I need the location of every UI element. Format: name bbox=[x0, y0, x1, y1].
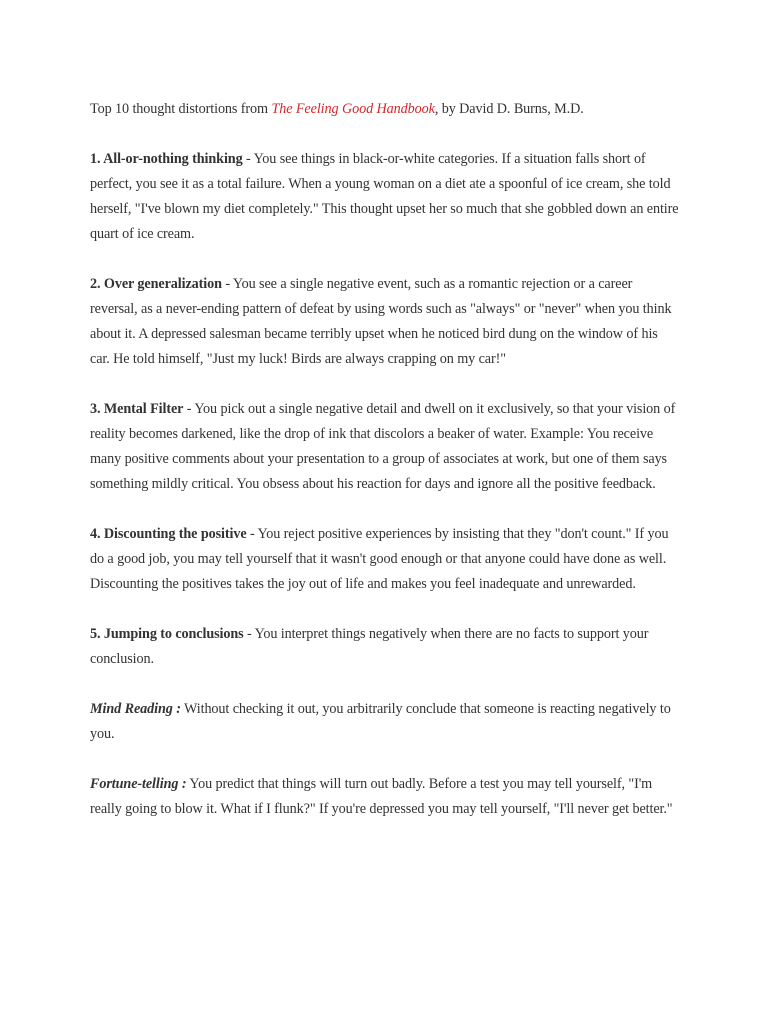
distortion-term: 4. Discounting the positive bbox=[90, 526, 247, 542]
subtype-term: Fortune-telling : bbox=[90, 776, 187, 792]
intro-suffix: , by David D. Burns, M.D. bbox=[434, 101, 584, 117]
book-title: The Feeling Good Handbook bbox=[271, 101, 435, 117]
distortion-term: 1. All-or-nothing thinking bbox=[90, 151, 243, 167]
subtype-description: You predict that things will turn out badly. Before a test you may tell yourself, "I'm really going to blow it. What if I flunk?" If you're depressed you may tell yourself, "I'll never get better." bbox=[90, 776, 673, 817]
distortion-jumping-to-conclusions bbox=[90, 622, 680, 672]
document-page bbox=[90, 97, 680, 847]
intro-paragraph bbox=[90, 97, 680, 122]
distortion-term: 5. Jumping to conclusions bbox=[90, 626, 244, 642]
distortion-description: - You see things in black-or-white categories. If a situation falls short of perfect, you see it as a total failure. When a young woman on a diet ate a spoonful of ice cream, she told herself, "I've blown my diet completely." This thought upset her so much that she gobbled down an entire quart of ice cream. bbox=[90, 151, 679, 242]
subtype-description: Without checking it out, you arbitrarily conclude that someone is reacting negatively to you. bbox=[90, 701, 671, 742]
subtype-fortune-telling bbox=[90, 772, 680, 822]
distortion-description: - You interpret things negatively when there are no facts to support your conclusion. bbox=[90, 626, 649, 667]
distortion-over-generalization bbox=[90, 272, 680, 372]
distortion-term: 2. Over generalization bbox=[90, 276, 222, 292]
distortion-all-or-nothing bbox=[90, 147, 680, 247]
subtype-term: Mind Reading : bbox=[90, 701, 181, 717]
intro-prefix: Top 10 thought distortions from bbox=[90, 101, 272, 117]
distortion-term: 3. Mental Filter bbox=[90, 401, 184, 417]
distortion-discounting-positive bbox=[90, 522, 680, 597]
distortion-description: - You pick out a single negative detail and dwell on it exclusively, so that your vision of reality becomes darkened, like the drop of ink that discolors a beaker of water. Example: You receive many positive comments about your presentation to a group of associates at work, but one of them says something mildly critical. You obsess about his reaction for days and ignore all the positive feedback. bbox=[90, 401, 676, 492]
distortion-mental-filter bbox=[90, 397, 680, 497]
subtype-mind-reading bbox=[90, 697, 680, 747]
distortion-description: - You reject positive experiences by insisting that they "don't count." If you do a good job, you may tell yourself that it wasn't good enough or that anyone could have done as well. Discounting the positives takes the joy out of life and makes you feel inadequate and unrewarded. bbox=[90, 526, 669, 592]
distortion-description: - You see a single negative event, such as a romantic rejection or a career reversal, as a never-ending pattern of defeat by using words such as "always" or "never" when you think about it. A depressed salesman became terribly upset when he noticed bird dung on the window of his car. He told himself, "Just my luck! Birds are always crapping on my car!" bbox=[90, 276, 672, 367]
